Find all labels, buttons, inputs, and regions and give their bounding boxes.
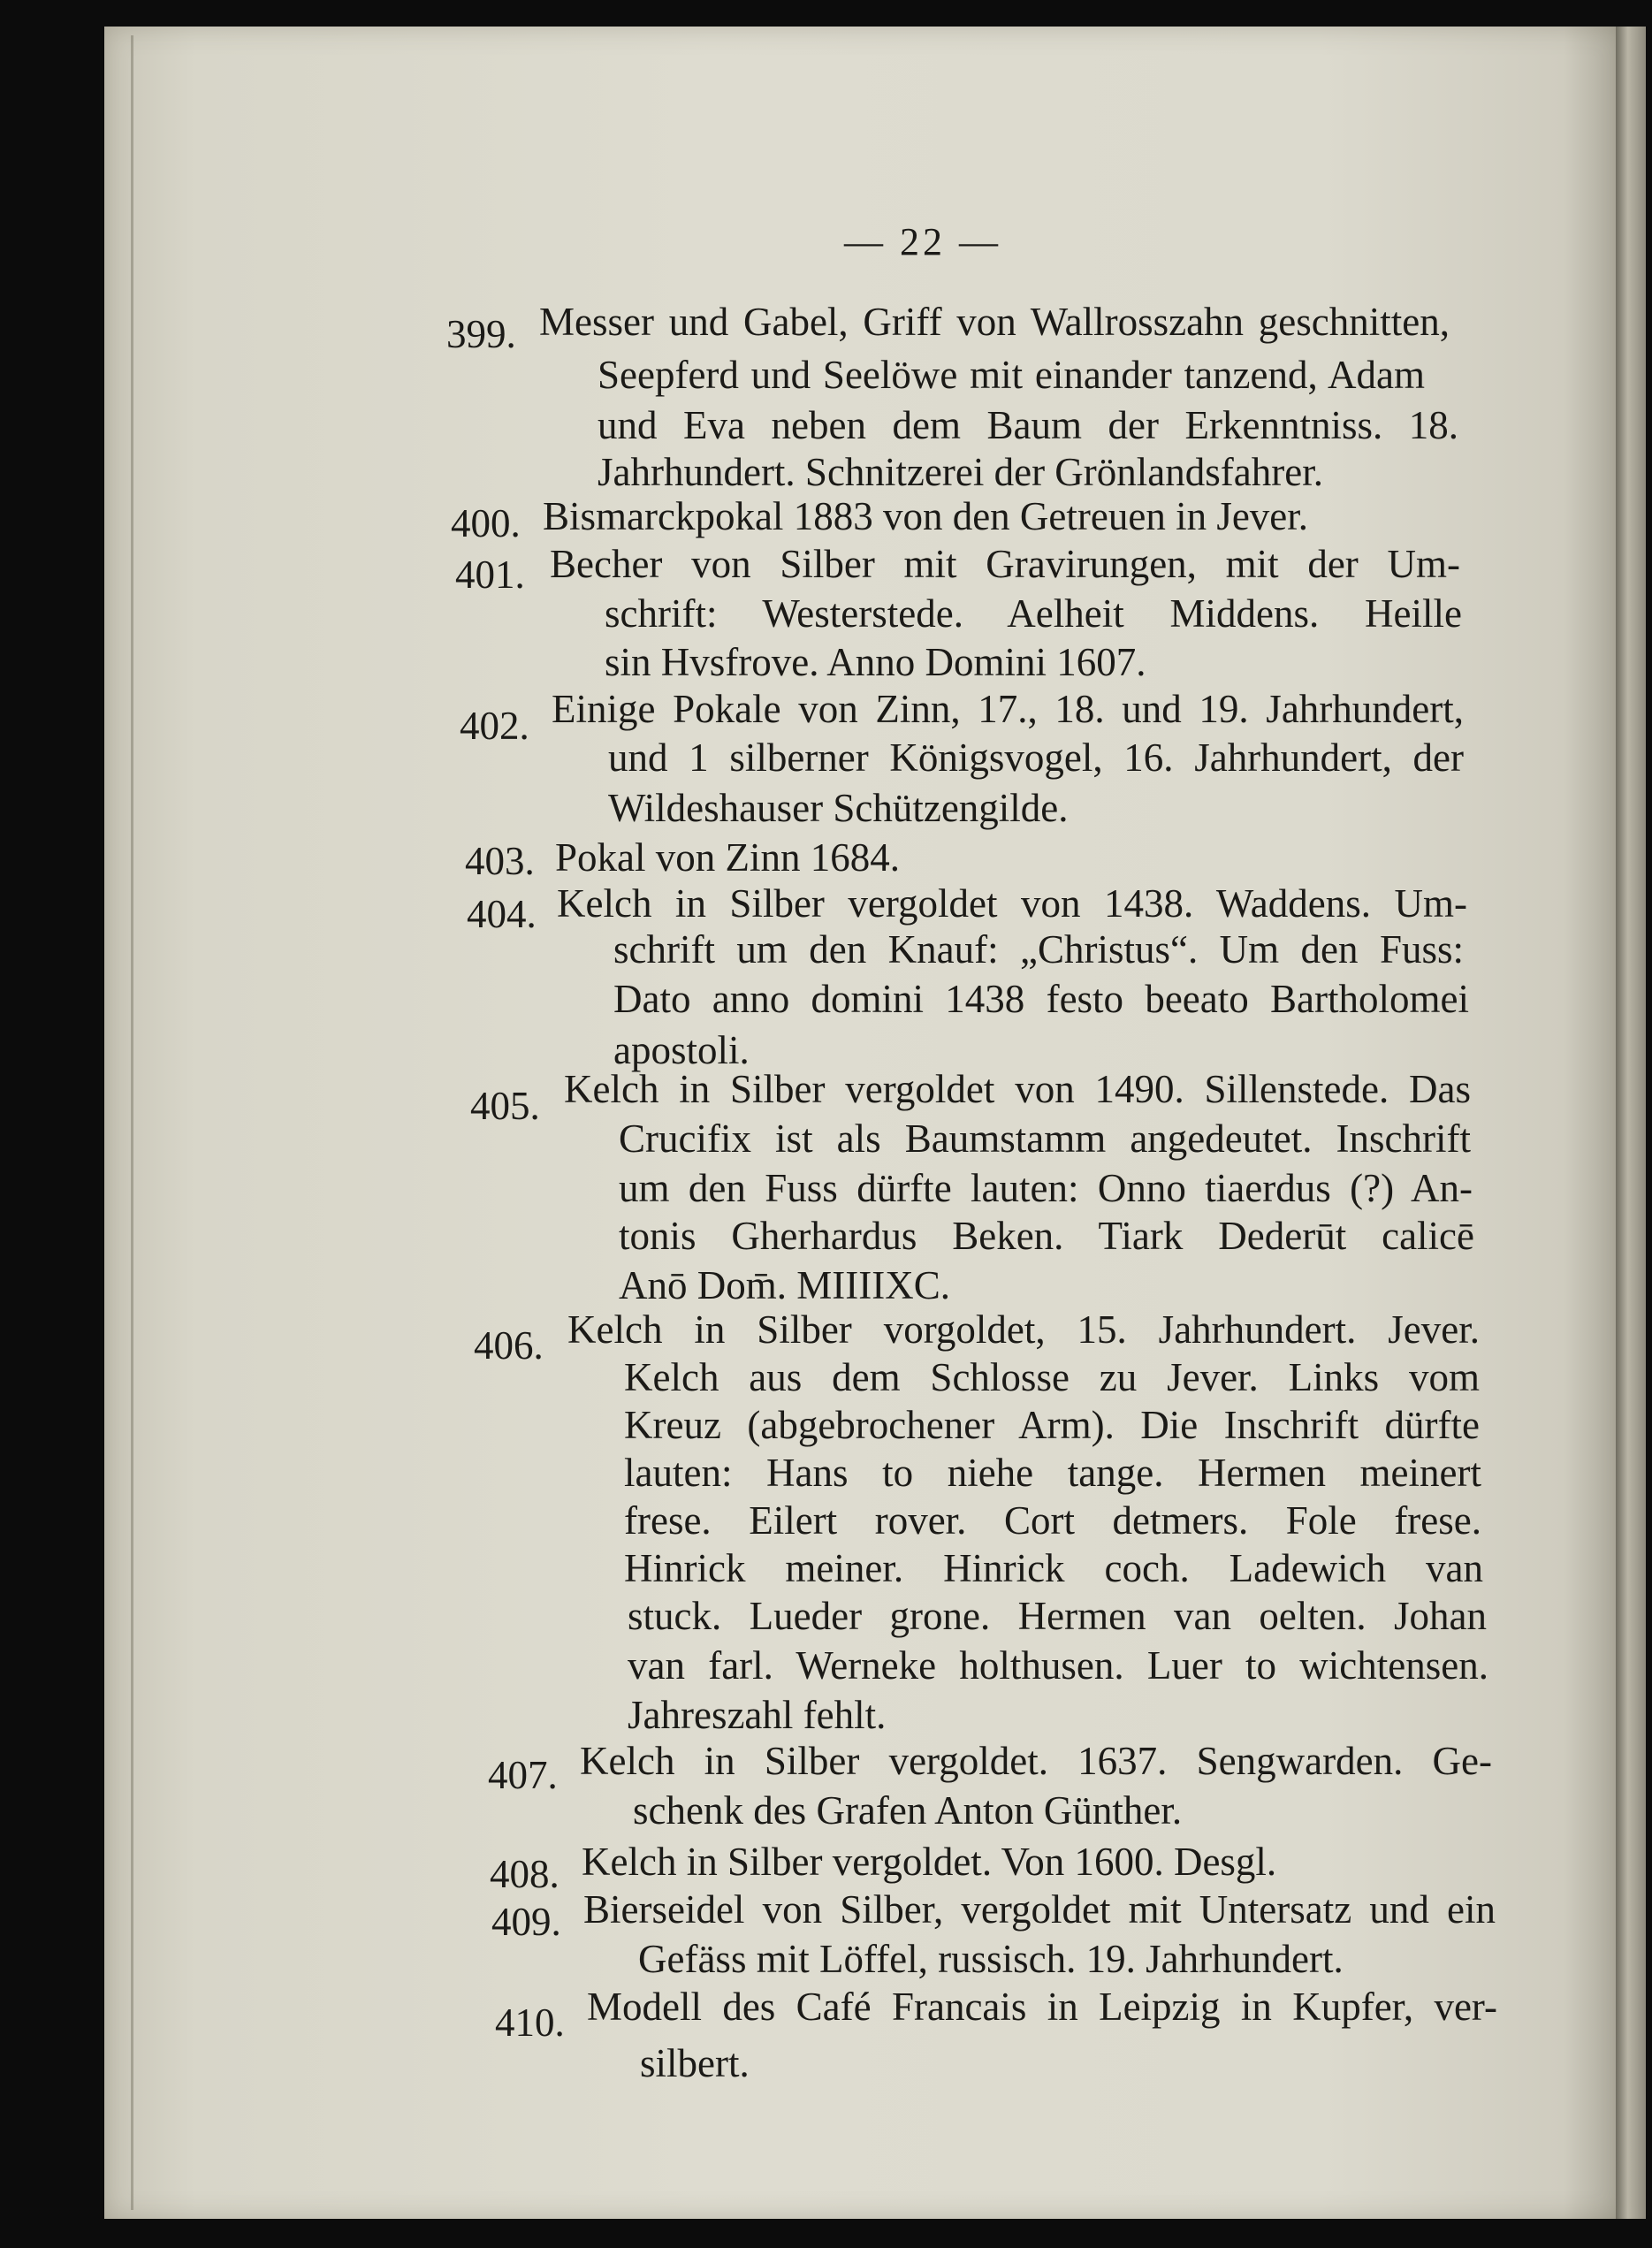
entry-line: Crucifix ist als Baumstamm angedeutet. Inschrift xyxy=(619,1116,1471,1161)
entry-line: Messer und Gabel, Griff von Wallrosszahn geschnitten, xyxy=(539,300,1450,344)
entry-line: Einige Pokale von Zinn, 17., 18. und 19. Jahrhundert, xyxy=(552,687,1464,731)
entry-line: Wildeshauser Schützengilde. xyxy=(608,786,1069,830)
entry-line: Pokal von Zinn 1684. xyxy=(555,835,900,880)
entry-number: 405. xyxy=(470,1084,540,1128)
entry-line: Jahreszahl fehlt. xyxy=(628,1693,887,1737)
entry-line: Kelch in Silber vergoldet. Von 1600. Desgl. xyxy=(582,1840,1277,1884)
entry-number: 406. xyxy=(474,1323,544,1368)
entry-line: stuck. Lueder grone. Hermen van oelten. Johan xyxy=(628,1594,1487,1638)
entry-line: Bismarckpokal 1883 von den Getreuen in Jever. xyxy=(543,494,1309,538)
entry-line: und 1 silberner Königsvogel, 16. Jahrhundert, der xyxy=(608,735,1464,780)
entry-line: schrift: Westerstede. Aelheit Middens. Heille xyxy=(605,591,1462,636)
entry-number: 408. xyxy=(490,1852,560,1896)
entry-line: schrift um den Knauf: „Christus“. Um den Fuss: xyxy=(613,927,1464,972)
entry-number: 407. xyxy=(488,1753,558,1797)
entry-line: und Eva neben dem Baum der Erkenntniss. 18. xyxy=(598,403,1458,447)
entry-line: Anō Dom̄. MIIIIXC. xyxy=(619,1263,950,1307)
page-number: — 22 — xyxy=(844,220,1001,263)
entry-line: Seepferd und Seelöwe mit einander tanzend, Adam xyxy=(598,353,1425,397)
entry-number: 403. xyxy=(465,839,535,883)
entry-number: 402. xyxy=(460,704,529,748)
entry-line: apostoli. xyxy=(613,1028,750,1072)
entry-line: Bierseidel von Silber, vergoldet mit Untersatz und ein xyxy=(583,1887,1496,1932)
entry-line: Modell des Café Francais in Leipzig in Kupfer, ver- xyxy=(587,1985,1497,2029)
entry-line: tonis Gherhardus Beken. Tiark Dederūt calicē xyxy=(619,1214,1474,1258)
entry-line: Jahrhundert. Schnitzerei der Grönlandsfahrer. xyxy=(598,450,1323,494)
entry-line: Kelch in Silber vergoldet von 1438. Waddens. Um- xyxy=(557,881,1467,926)
entry-line: Kelch in Silber vergoldet. 1637. Sengwarden. Ge- xyxy=(580,1739,1492,1783)
entry-number: 409. xyxy=(491,1900,561,1944)
entry-number: 400. xyxy=(451,501,521,545)
entry-number: 410. xyxy=(495,2000,565,2045)
entry-line: lauten: Hans to niehe tange. Hermen meinert xyxy=(624,1451,1481,1495)
entry-number: 401. xyxy=(455,552,525,597)
entry-line: Becher von Silber mit Gravirungen, mit der Um- xyxy=(550,542,1460,586)
entry-number: 399. xyxy=(446,312,516,356)
entry-line: schenk des Grafen Anton Günther. xyxy=(633,1788,1183,1833)
entry-line: silbert. xyxy=(640,2041,750,2085)
entry-line: Dato anno domini 1438 festo beeato Bartholomei xyxy=(613,977,1469,1021)
entry-number: 404. xyxy=(467,892,537,936)
entry-line: frese. Eilert rover. Cort detmers. Fole frese. xyxy=(624,1498,1481,1543)
entry-line: Gefäss mit Löffel, russisch. 19. Jahrhundert. xyxy=(638,1937,1344,1981)
entry-line: Hinrick meiner. Hinrick coch. Ladewich van xyxy=(624,1546,1483,1590)
entry-line: um den Fuss dürfte lauten: Onno tiaerdus (?) An- xyxy=(619,1166,1473,1210)
entry-line: Kreuz (abgebrochener Arm). Die Inschrift dürfte xyxy=(624,1403,1480,1447)
entry-line: Kelch aus dem Schlosse zu Jever. Links vom xyxy=(624,1355,1480,1399)
entry-line: van farl. Werneke holthusen. Luer to wichtensen. xyxy=(628,1643,1488,1688)
entry-line: Kelch in Silber vergoldet von 1490. Sillenstede. Das xyxy=(564,1067,1471,1111)
entry-line: sin Hvsfrove. Anno Domini 1607. xyxy=(605,640,1146,684)
entry-line: Kelch in Silber vorgoldet, 15. Jahrhundert. Jever. xyxy=(567,1307,1480,1352)
